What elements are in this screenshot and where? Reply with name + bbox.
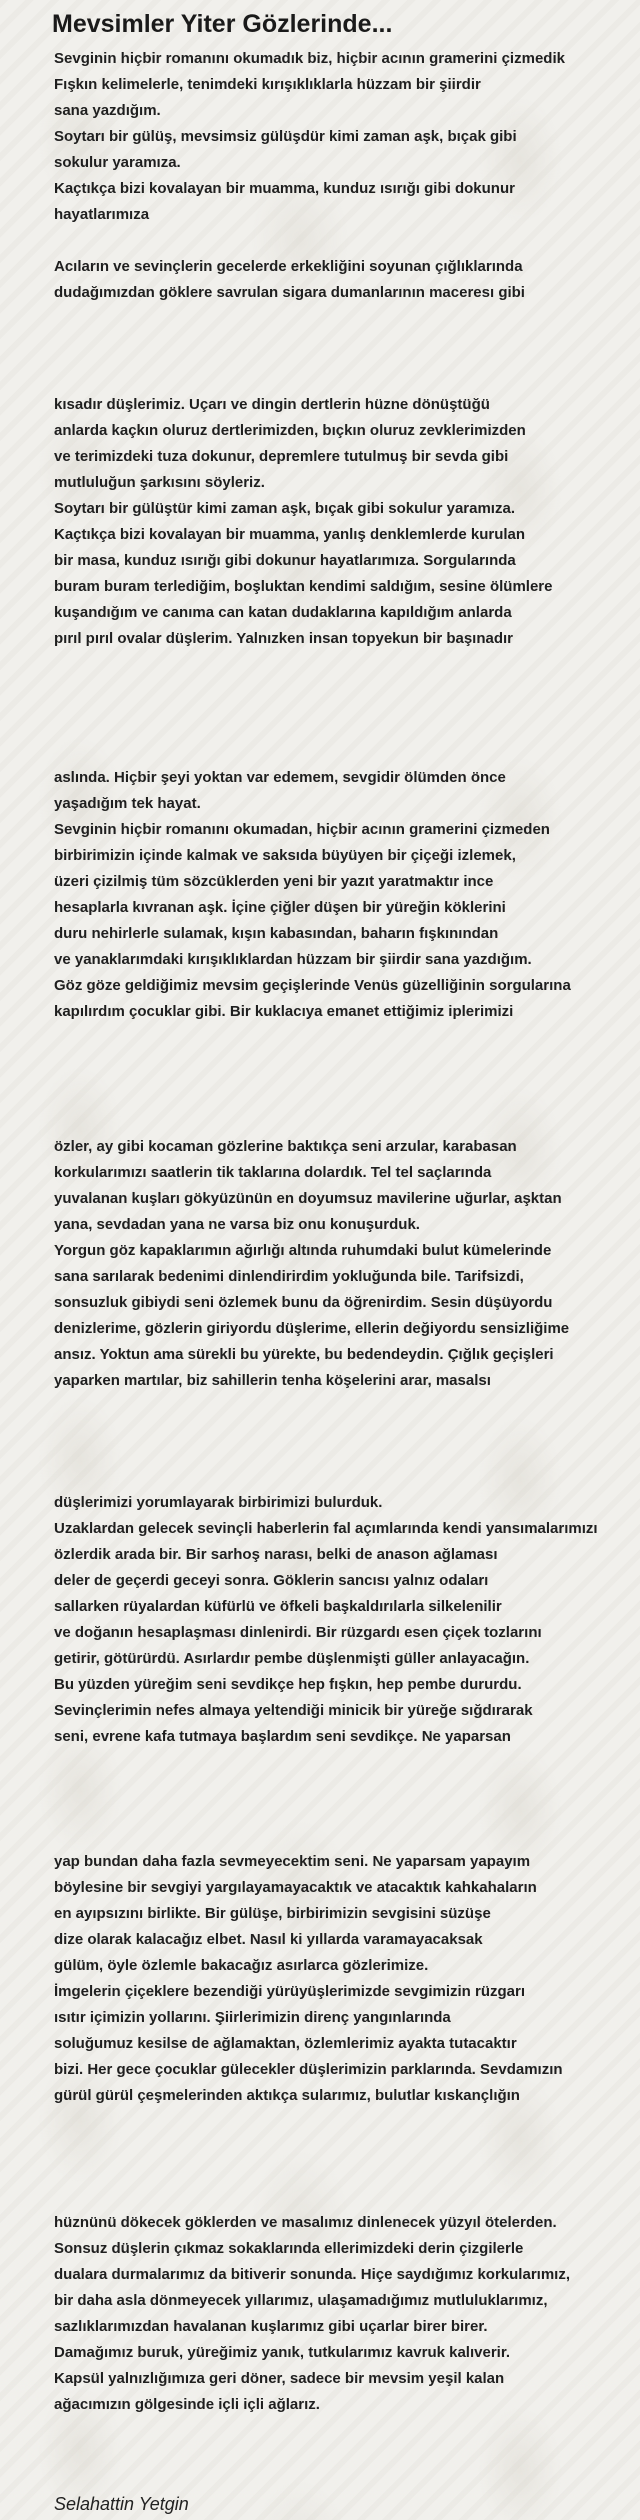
poem-line: sonsuzluk gibiydi seni özlemek bunu da öğrenirdim. Sesin düşüyordu (54, 1294, 553, 1311)
poem-title: Mevsimler Yiter Gözlerinde... (52, 10, 393, 38)
poem-section-1 (54, 46, 640, 306)
poem-line: kuşandığım ve canıma can katan dudaklarına kapıldığım anlarda (54, 604, 512, 621)
poem-line: özler, ay gibi kocaman gözlerine baktıkça seni arzular, karabasan (54, 1138, 517, 1155)
poem-line: özlerdik arada bir. Bir sarhoş narası, belki de anason ağlaması (54, 1546, 498, 1563)
poem-line: buram buram terlediğim, boşluktan kendimi saldığım, sesine ölümlere (54, 578, 553, 595)
poem-line: kapılırdım çocuklar gibi. Bir kuklacıya emanet ettiğimiz iplerimizi (54, 1003, 514, 1020)
poem-line: Yorgun göz kapaklarımın ağırlığı altında ruhumdaki bulut kümelerinde (54, 1242, 552, 1259)
poem-line: seni, evrene kafa tutmaya başlardım seni sevdikçe. Ne yaparsan (54, 1728, 511, 1745)
poem-line: sallarken rüyalardan küfürlü ve öfkeli başkaldırılarla silkelenilir (54, 1598, 502, 1615)
poem-section-6 (54, 1849, 640, 2109)
author-signature: Selahattin Yetgin (54, 2494, 189, 2514)
poem-line: Kapsül yalnızlığımıza geri döner, sadece bir mevsim yeşil kalan (54, 2370, 505, 2387)
poem-line: düşlerimizi yorumlayarak birbirimizi bulurduk. (54, 1494, 383, 1511)
poem-line: ansız. Yoktun ama sürekli bu yürekte, bu bedendeydin. Çığlık geçişleri (54, 1346, 554, 1363)
poem-line: yap bundan daha fazla sevmeyecektim seni. Ne yaparsam yapayım (54, 1853, 531, 1870)
poem-line: Damağımız buruk, yüreğimiz yanık, tutkularımız kavruk kalıverir. (54, 2344, 511, 2361)
poem-line: yuvalanan kuşları gökyüzünün en doyumsuz mavilerine uğurlar, aşktan (54, 1190, 562, 1207)
poem-line: Sevginin hiçbir romanını okumadan, hiçbir acının gramerini çizmeden (54, 821, 550, 838)
poem-line: Soytarı bir gülüş, mevsimsiz gülüşdür kimi zaman aşk, bıçak gibi (54, 128, 517, 145)
poem-line: hesaplarla kıvranan aşk. İçine çiğler düşen bir yüreğin köklerini (54, 899, 506, 916)
poem-line: Uzaklardan gelecek sevinçli haberlerin fal açımlarında kendi yansımalarımızı (54, 1520, 598, 1537)
poem-line: soluğumuz kesilse de ağlamaktan, özlemlerimiz ayakta tutacaktır (54, 2035, 517, 2052)
poem-line: mutluluğun şarkısını söyleriz. (54, 474, 265, 491)
poem-line: pırıl pırıl ovalar düşlerim. Yalnızken insan topyekun bir başınadır (54, 630, 514, 647)
poem-line: dudağımızdan göklere savrulan sigara dumanlarının maceresı gibi (54, 284, 525, 301)
poem-line: ağacımızın gölgesinde içli içli ağlarız. (54, 2396, 320, 2413)
poem-line: ve yanaklarımdaki kırışıklıklardan hüzzam bir şiirdir sana yazdığım. (54, 951, 532, 968)
poem-line: sazlıklarımızdan havalanan kuşlarımız gibi uçarlar birer birer. (54, 2318, 488, 2335)
poem-line: Kaçtıkça bizi kovalayan bir muamma, yanlış denklemlerde kurulan (54, 526, 526, 543)
poem-line: dualara durmalarımız da bitiverir sonunda. Hiçe saydığımız korkularımız, (54, 2266, 570, 2283)
poem-line: hüznünü dökecek göklerden ve masalımız dinlenecek yüzyıl ötelerden. (54, 2214, 557, 2231)
poem-line: bir daha asla dönmeyecek yıllarımız, ulaşamadığımız mutluluklarımız, (54, 2292, 548, 2309)
poem-line: getirir, götürürdü. Asırlardır pembe düşlenmişti güller anlayacağın. (54, 1650, 530, 1667)
poem-line: denizlerime, gözlerin giriyordu düşlerime, ellerin değiyordu sensizliğime (54, 1320, 570, 1337)
poem-line: Sevinçlerimin nefes almaya yeltendiği minicik bir yüreğe sığdırarak (54, 1702, 533, 1719)
poem-line: anlarda kaçkın oluruz dertlerimizden, bıçkın oluruz zevklerimizden (54, 422, 526, 439)
poem-line: sana sarılarak bedenimi dinlendirirdim yokluğunda bile. Tarifsizdi, (54, 1268, 524, 1285)
poem-section-2 (54, 392, 640, 652)
poem-line: gürül gürül çeşmelerinden aktıkça sularımız, bulutlar kıskançlığın (54, 2087, 520, 2104)
poem-line: yaparken martılar, biz sahillerin tenha köşelerini arar, masalsı (54, 1372, 491, 1389)
poem-line: Bu yüzden yüreğim seni sevdikçe hep fışkın, hep pembe dururdu. (54, 1676, 522, 1693)
poem-line: korkularımızı saatlerin tik taklarına dolardık. Tel tel saçlarında (54, 1164, 492, 1181)
poem-line: Kaçtıkça bizi kovalayan bir muamma, kunduz ısırığı gibi dokunur (54, 180, 515, 197)
poem-section-7 (54, 2210, 640, 2418)
poem-section-4 (54, 1134, 640, 1394)
poem-line: sana yazdığım. (54, 102, 161, 119)
poem-line: yana, sevdadan yana ne varsa biz onu konuşurduk. (54, 1216, 420, 1233)
poem-line: Göz göze geldiğimiz mevsim geçişlerinde Venüs güzelliğinin sorgularına (54, 977, 571, 994)
poem-line (54, 228, 640, 254)
poem-line: Sevginin hiçbir romanını okumadık biz, hiçbir acının gramerini çizmedik (54, 50, 565, 67)
poem-line: böylesine bir sevgiyi yargılayamayacaktık ve atacaktık kahkahaların (54, 1879, 537, 1896)
poem-section-5 (54, 1490, 640, 1750)
poem-line: birbirimizin içinde kalmak ve saksıda büyüyen bir çiçeği izlemek, (54, 847, 516, 864)
poem-line: bir masa, kunduz ısırığı gibi dokunur hayatlarımıza. Sorgularında (54, 552, 516, 569)
poem-line: ısıtır içimizin yollarını. Şiirlerimizin direnç yangınlarında (54, 2009, 451, 2026)
poem-line: Acıların ve sevinçlerin gecelerde erkekliğini soyunan çığlıklarında (54, 258, 523, 275)
poem-line: sokulur yaramıza. (54, 154, 181, 171)
poem-line: ve terimizdeki tuza dokunur, depremlere tutulmuş bir sevda gibi (54, 448, 509, 465)
poem-line: gülüm, öyle özlemle bakacağız asırlarca gözlerimize. (54, 1957, 429, 1974)
poem-line: duru nehirlerle sulamak, kışın kabasından, baharın fışkınından (54, 925, 499, 942)
poem-line: bizi. Her gece çocuklar gülecekler düşlerimizin parklarında. Sevdamızın (54, 2061, 563, 2078)
poem-line: üzeri çizilmiş tüm sözcüklerden yeni bir yazıt yaratmaktır ince (54, 873, 494, 890)
poem-line: deler de geçerdi geceyi sonra. Göklerin sancısı yalnız odaları (54, 1572, 489, 1589)
poem-line: aslında. Hiçbir şeyi yoktan var edemem, sevgidir ölümden önce (54, 769, 506, 786)
poem-line: Fışkın kelimelerle, tenimdeki kırışıklıklarla hüzzam bir şiirdir (54, 76, 481, 93)
poem-line: en ayıpsızını birlikte. Bir gülüşe, birbirimizin sevgisini süzüşe (54, 1905, 491, 1922)
poem-line: Soytarı bir gülüştür kimi zaman aşk, bıçak gibi sokulur yaramıza. (54, 500, 515, 517)
poem-line: kısadır düşlerimiz. Uçarı ve dingin dertlerin hüzne dönüştüğü (54, 396, 490, 413)
poem-line: dize olarak kalacağız elbet. Nasıl ki yıllarda varamayacaksak (54, 1931, 483, 1948)
poem-section-3 (54, 765, 640, 1025)
poem-line: İmgelerin çiçeklere bezendiği yürüyüşlerimizde sevgimizin rüzgarı (54, 1983, 525, 2000)
poem-line: Sonsuz düşlerin çıkmaz sokaklarında ellerimizdeki derin çizgilerle (54, 2240, 524, 2257)
poem-line: hayatlarımıza (54, 206, 150, 223)
poem-line: yaşadığım tek hayat. (54, 795, 201, 812)
poem-line: ve doğanın hesaplaşması dinlenirdi. Bir rüzgardı esen çiçek tozlarını (54, 1624, 542, 1641)
